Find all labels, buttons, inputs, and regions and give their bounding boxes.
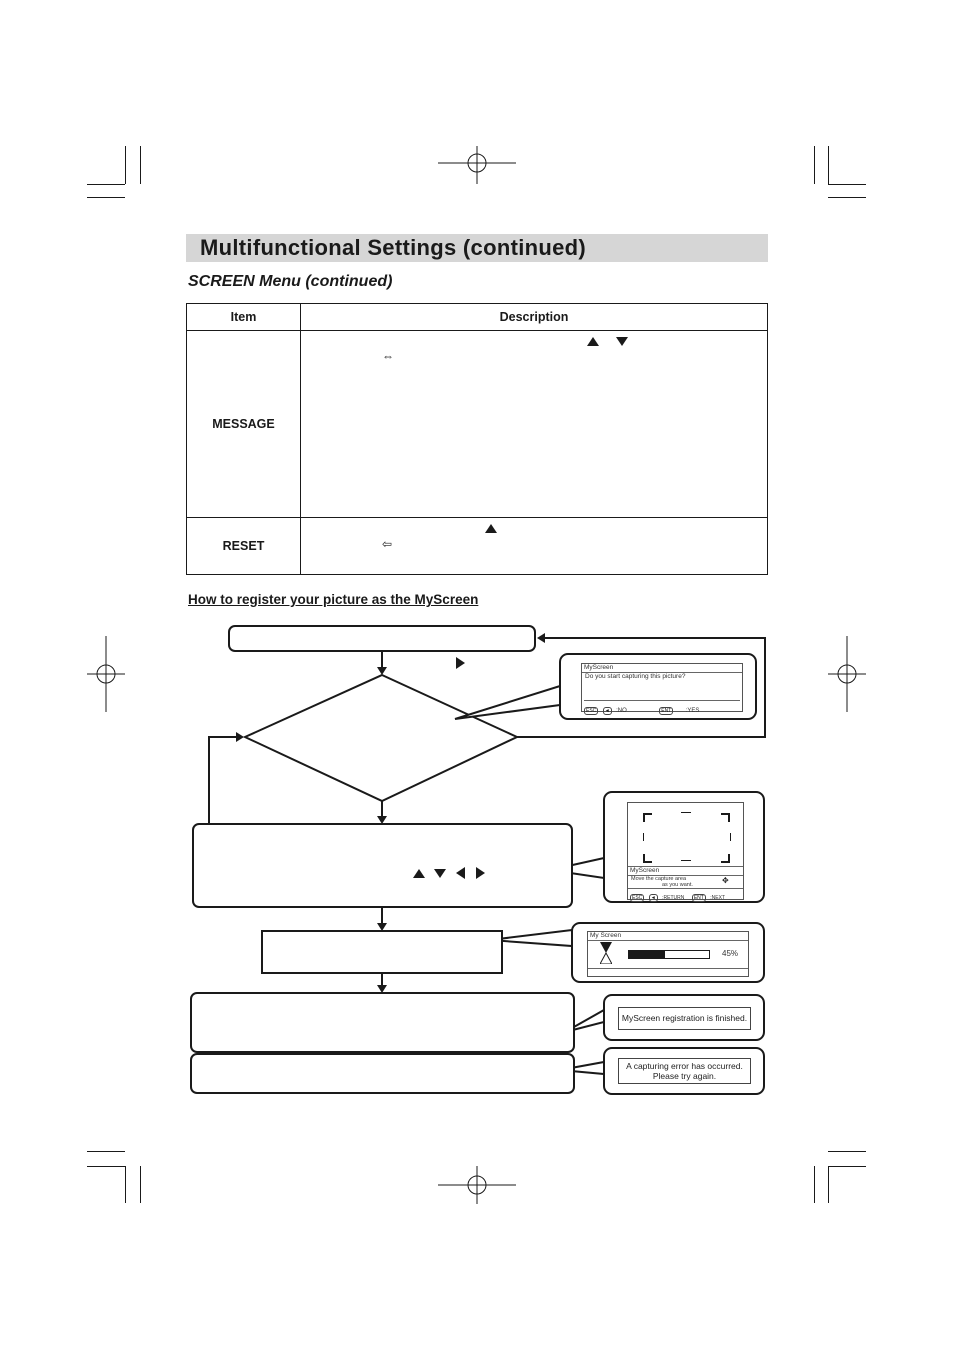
return-label: :RETURN [662,894,685,901]
row-item-message: MESSAGE [187,331,301,518]
callout-confirm [559,653,757,720]
left-key-icon: ◄ [650,894,656,901]
left-key-icon: ◄ [604,707,610,714]
dialog-keys [584,700,740,720]
progress-percent: 45% [722,949,739,958]
column-header-description: Description [301,304,768,331]
right-arrow-icon [476,867,485,879]
dialog-message: Do you start capturing this picture? [585,673,686,680]
left-arrow-icon [456,867,465,879]
progress-bar [628,950,710,959]
flow-heading: How to register your picture as the MyScreen [188,592,479,607]
row-item-reset: RESET [187,518,301,575]
enter-key-icon: ENT [661,707,672,714]
down-arrow-icon [434,869,446,878]
flow-error-box [190,1053,575,1094]
dialog-message-line2: as you want. [662,882,693,888]
esc-key-icon: ESC [632,894,643,901]
no-label: :NO [616,707,627,714]
flow-start-box [228,625,536,652]
dialog-title: My Screen [588,932,748,941]
enter-key-icon: ENT [693,894,704,901]
hourglass-icon [600,942,612,969]
section-title: SCREEN Menu (continued) [188,273,393,290]
up-arrow-icon [413,869,425,878]
move-arrows-icon: ✥ [722,876,729,885]
dialog-title: MyScreen [628,866,743,876]
confirm-dialog [581,663,743,712]
flow-finished-box [190,992,575,1053]
capture-frame [628,803,743,866]
error-message-line1: A capturing error has occurred. [626,1061,743,1071]
dialog-keys [628,888,743,907]
next-label: :NEXT [710,894,726,901]
page-title: Multifunctional Settings (continued) [200,235,586,260]
progress-fill [629,951,665,958]
success-message: MyScreen registration is finished. [618,1007,751,1030]
yes-label: :YES [685,707,700,714]
left-arrow-icon: ⇦ [382,537,393,551]
esc-key-icon: ESC [586,707,597,714]
dialog-title: MyScreen [582,664,742,673]
column-header-item: Item [187,304,301,331]
progress-screen [587,931,749,977]
error-message-line2: Please try again. [652,1071,717,1081]
callout-success [603,994,765,1041]
dialog-message-line1: Move the capture area [631,876,687,882]
capture-area-screen [627,802,744,900]
callout-error [603,1047,765,1095]
error-message [618,1058,751,1084]
callout-progress [571,922,765,983]
flow-capturing-box [261,930,503,974]
flow-adjust-area-box [192,823,573,908]
callout-capture-area [603,791,765,903]
left-right-arrow-icon: ⇔ [382,349,394,363]
